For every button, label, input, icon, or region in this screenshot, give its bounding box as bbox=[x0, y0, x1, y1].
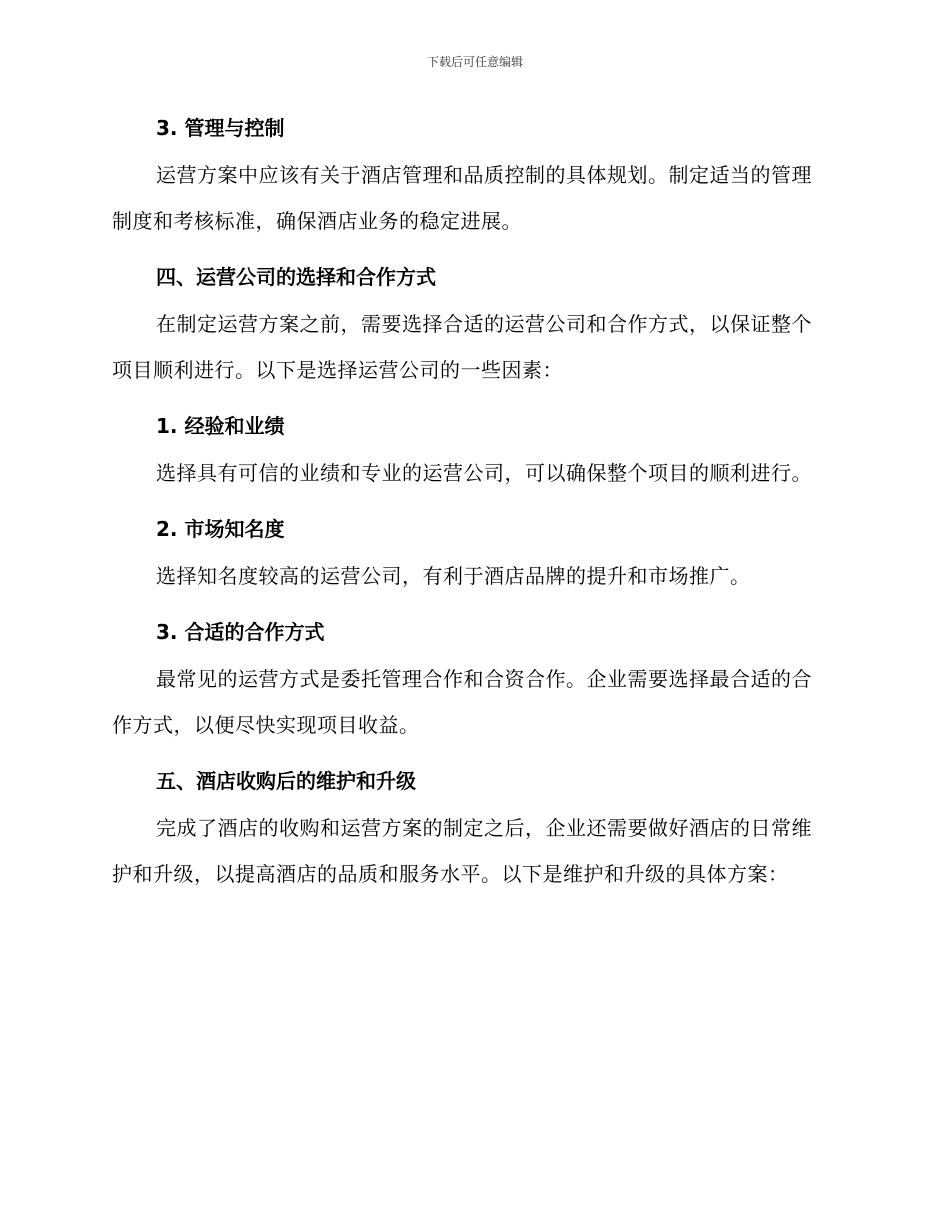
page-header: 下载后可任意编辑 bbox=[426, 55, 523, 69]
paragraph-experience-performance: 选择具有可信的业绩和专业的运营公司，可以确保整个项目的顺利进行。 bbox=[156, 461, 812, 485]
subheading-market-reputation: 2. 市场知名度 bbox=[156, 517, 285, 541]
section-heading-maintenance-upgrade: 五、酒店收购后的维护和升级 bbox=[156, 769, 416, 793]
paragraph-maintenance-upgrade: 完成了酒店的收购和运营方案的制定之后，企业还需要做好酒店的日常维护和升级，以提高酒店的品质和服务水平。以下是维护和升级的具体方案： bbox=[112, 816, 812, 886]
subheading-experience-performance: 1. 经验和业绩 bbox=[156, 414, 285, 438]
paragraph-cooperation-mode: 最常见的运营方式是委托管理合作和合资合作。企业需要选择最合适的合作方式，以便尽快实现项目收益。 bbox=[112, 667, 812, 737]
subheading-cooperation-mode: 3. 合适的合作方式 bbox=[156, 620, 325, 644]
section-heading-management-control: 3. 管理与控制 bbox=[156, 116, 285, 140]
document-body bbox=[112, 112, 832, 897]
paragraph-market-reputation: 选择知名度较高的运营公司，有利于酒店品牌的提升和市场推广。 bbox=[156, 564, 751, 588]
paragraph-management-control: 运营方案中应该有关于酒店管理和品质控制的具体规划。制定适当的管理制度和考核标准，确保酒店业务的稳定进展。 bbox=[112, 163, 812, 233]
section-heading-operator-selection: 四、运营公司的选择和合作方式 bbox=[156, 265, 436, 289]
paragraph-operator-selection: 在制定运营方案之前，需要选择合适的运营公司和合作方式，以保证整个项目顺利进行。以下是选择运营公司的一些因素： bbox=[112, 312, 812, 382]
